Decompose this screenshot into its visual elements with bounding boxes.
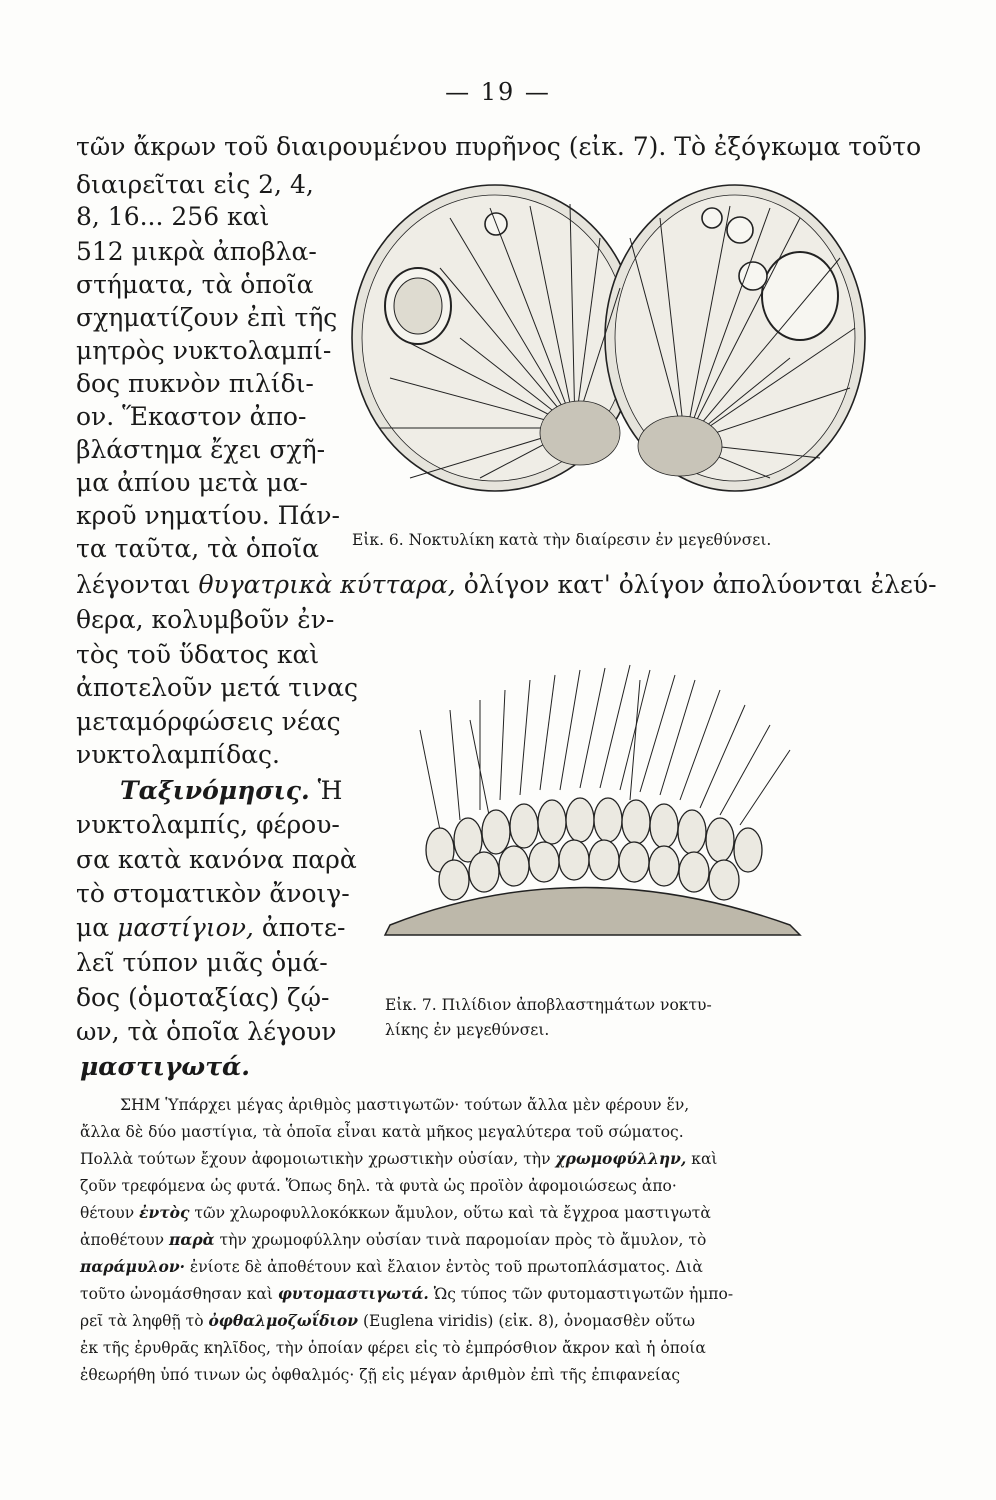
text-line: νυκτολαμπίς, φέρου- <box>76 810 340 839</box>
text-span: καὶ <box>691 1150 718 1168</box>
text-line: σχηματίζουν ἐπὶ τῆς <box>76 303 338 332</box>
text-span: τὴν χρωμοφύλλην οὐσίαν τινὰ παρομοίαν πρὸς τὸ ἄμυλον, τὸ <box>219 1231 707 1249</box>
emphasis-term: χρωμοφύλλην, <box>555 1149 687 1168</box>
text-span: ὀλίγον κατ' ὀλίγον ἀπολύονται ἐλεύ- <box>463 570 937 599</box>
section-heading-line <box>120 776 342 806</box>
text-span: λέγονται <box>76 570 191 599</box>
emphasis-term: παράμυλον· <box>80 1257 185 1276</box>
emphasis-term: ἐντὸς <box>139 1203 190 1222</box>
text-line: νυκτολαμπίδας. <box>76 740 280 769</box>
text-line: τὸς τοῦ ὕδατος καὶ <box>76 640 320 669</box>
text-line <box>76 570 937 600</box>
text-span: θέτουν <box>80 1204 135 1222</box>
text-span: τοῦτο ὠνομάσθησαν καὶ <box>80 1285 273 1303</box>
text-span: μα <box>76 913 110 942</box>
note-line: ἄλλα δὲ δύο μαστίγια, τὰ ὁποῖα εἶναι κατὰ μῆκος μεγαλύτερα τοῦ σώματος. <box>80 1123 684 1141</box>
figure-7-illustration <box>380 650 840 980</box>
note-line <box>80 1146 718 1172</box>
text-line: θερα, κολυμβοῦν ἐν- <box>76 605 335 634</box>
text-line: τα ταῦτα, τὰ ὁποῖα <box>76 534 320 563</box>
text-line: 512 μικρὰ ἀποβλα- <box>76 237 317 266</box>
section-heading: Ταξινόμησις. <box>120 776 310 805</box>
text-span: ἀποθέτουν <box>80 1231 165 1249</box>
note-line: ἐκ τῆς ἐρυθρᾶς κηλῖδος, τὴν ὁποίαν φέρει εἰς τὸ ἐμπρόσθιον ἄκρον καὶ ἡ ὁποία <box>80 1339 706 1357</box>
text-span: (Euglena viridis) (εἰκ. 8), ὀνομασθὲν οὕτω <box>362 1312 696 1330</box>
emphasis-term: φυτομαστιγωτά. <box>277 1284 429 1303</box>
figure-6-illustration <box>330 178 890 528</box>
text-line: βλάστημα ἔχει σχῆ- <box>76 435 326 464</box>
note-line <box>80 1254 703 1280</box>
text-line: ον. Ἕκαστον ἀπο- <box>76 402 307 431</box>
note-line <box>80 1281 733 1307</box>
text-line: μεταμόρφώσεις νέας <box>76 707 341 736</box>
text-span: ἐνίοτε δὲ ἀποθέτουν καὶ ἔλαιον ἐντὸς τοῦ πρωτοπλάσματος. Διὰ <box>189 1258 703 1276</box>
text-line: τὸ στοματικὸν ἄνοιγ- <box>76 879 350 908</box>
text-line: μα ἀπίου μετὰ μα- <box>76 468 308 497</box>
text-span: ἀποτε- <box>261 913 346 942</box>
emphasis-term: μαστιγωτά. <box>80 1052 250 1081</box>
text-span: τῶν χλωροφυλλοκόκκων ἄμυλον, οὕτω καὶ τὰ ἔγχροα μαστιγωτὰ <box>194 1204 711 1222</box>
text-span: ρεῖ τὰ ληφθῇ τὸ <box>80 1312 204 1330</box>
note-line <box>80 1308 695 1334</box>
note-line <box>80 1227 706 1253</box>
text-line: στήματα, τὰ ὁποῖα <box>76 270 314 299</box>
text-span: Ἡ <box>317 776 343 805</box>
text-span: Ὡς τύπος τῶν φυτομαστιγωτῶν ἠμπο- <box>433 1285 734 1303</box>
text-line: δος πυκνὸν πιλίδι- <box>76 369 314 398</box>
note-line: ΣΗΜ Ὑπάρχει μέγας ἀριθμὸς μαστιγωτῶν· τούτων ἄλλα μὲν φέρουν ἕν, <box>120 1096 690 1114</box>
text-line: ων, τὰ ὁποῖα λέγουν <box>76 1017 337 1046</box>
note-line: ἐθεωρήθη ὑπό τινων ὡς ὀφθαλμός· ζῇ εἰς μέγαν ἀριθμὸν ἐπὶ τῆς ἐπιφανείας <box>80 1366 681 1384</box>
text-line: 8, 16... 256 καὶ <box>76 202 270 231</box>
figure-7-caption-line1: Εἰκ. 7. Πιλίδιον ἀποβλαστημάτων νοκτυ- <box>385 996 712 1014</box>
emphasis-term: παρὰ <box>169 1230 215 1249</box>
figure-7-caption-line2: λίκης ἐν μεγεθύνσει. <box>385 1021 550 1039</box>
emphasis-term: μαστίγιον, <box>117 913 254 942</box>
text-span: Πολλὰ τούτων ἔχουν ἀφομοιωτικὴν χρωστικὴν οὐσίαν, τὴν <box>80 1150 551 1168</box>
figure-6-caption: Εἰκ. 6. Νοκτυλίκη κατὰ τὴν διαίρεσιν ἐν μεγεθύνσει. <box>352 531 772 549</box>
text-line: μητρὸς νυκτολαμπί- <box>76 336 332 365</box>
page-number: — 19 — <box>445 78 551 106</box>
text-line <box>76 913 345 943</box>
note-line: ζοῦν τρεφόμενα ὡς φυτά. Ὅπως δηλ. τὰ φυτὰ ὡς προϊὸν ἀφομοιώσεως ἀπο· <box>80 1177 677 1195</box>
text-line: ἀποτελοῦν μετά τινας <box>76 673 358 702</box>
text-line: δος (ὁμοταξίας) ζῴ- <box>76 983 330 1012</box>
note-line <box>80 1200 711 1226</box>
text-line: σα κατὰ κανόνα παρὰ <box>76 845 357 874</box>
emphasis-term: ὀφθαλμοζωΐδιον <box>208 1311 359 1330</box>
text-line: διαιρεῖται εἰς 2, 4, <box>76 170 314 199</box>
emphasis-term: θυγατρικὰ κύτταρα, <box>198 570 456 599</box>
text-line: λεῖ τύπον μιᾶς ὁμά- <box>76 948 328 977</box>
text-line: τῶν ἄκρων τοῦ διαιρουμένου πυρῆνος (εἰκ. 7). Τὸ ἐξόγκωμα τοῦτο <box>76 132 922 161</box>
text-line: κροῦ νηματίου. Πάν- <box>76 501 340 530</box>
